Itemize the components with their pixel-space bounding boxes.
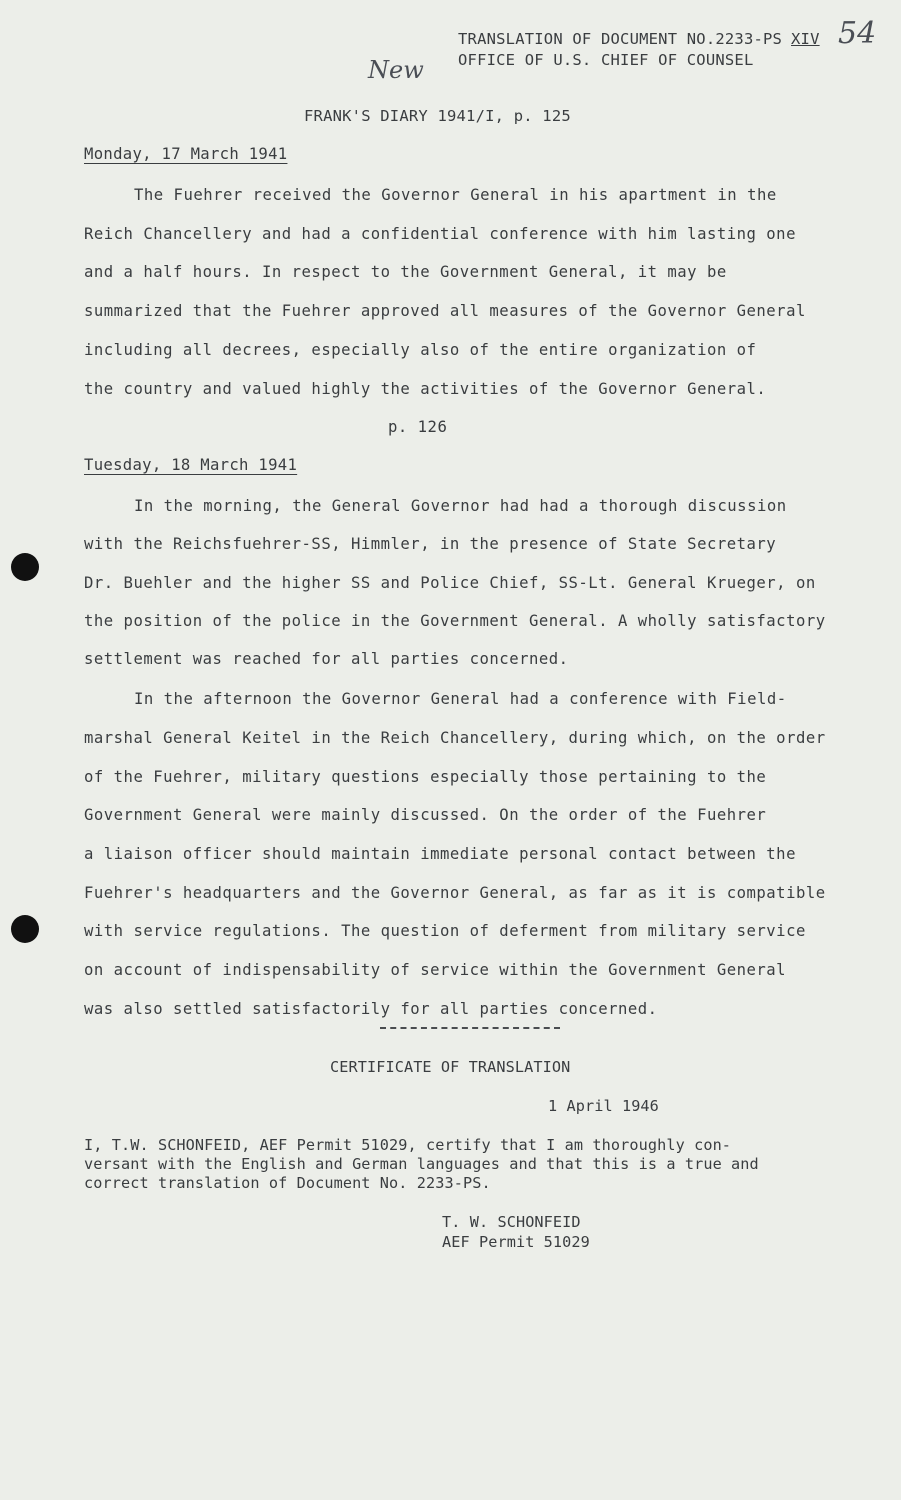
translation-header: TRANSLATION OF DOCUMENT NO.2233-PS bbox=[458, 30, 783, 48]
punch-hole bbox=[11, 915, 39, 943]
office-header: OFFICE OF U.S. CHIEF OF COUNSEL bbox=[458, 51, 754, 69]
body-line: Fuehrer's headquarters and the Governor General, as far as it is compatible bbox=[84, 884, 826, 902]
body-line: with the Reichsfuehrer-SS, Himmler, in the presence of State Secretary bbox=[84, 535, 777, 553]
certificate-line: I, T.W. SCHONFEID, AEF Permit 51029, certify that I am thoroughly con- bbox=[84, 1136, 732, 1154]
body-line: on account of indispensability of service within the Government General bbox=[84, 961, 787, 979]
certificate-line: versant with the English and German languages and that this is a true and bbox=[84, 1155, 759, 1173]
entry-heading-tuesday: Tuesday, 18 March 1941 bbox=[84, 456, 298, 474]
body-line: was also settled satisfactorily for all parties concerned. bbox=[84, 1000, 658, 1018]
punch-hole bbox=[11, 553, 39, 581]
body-line: In the morning, the General Governor had had a thorough discussion bbox=[134, 497, 787, 515]
body-line: marshal General Keitel in the Reich Chancellery, during which, on the order bbox=[84, 729, 826, 747]
document-title: FRANK'S DIARY 1941/I, p. 125 bbox=[304, 107, 571, 125]
body-line: Reich Chancellery and had a confidential conference with him lasting one bbox=[84, 225, 796, 243]
body-line: Dr. Buehler and the higher SS and Police Chief, SS-Lt. General Krueger, on bbox=[84, 574, 816, 592]
body-line: a liaison officer should maintain immediate personal contact between the bbox=[84, 845, 796, 863]
signature-name: T. W. SCHONFEID bbox=[442, 1213, 581, 1231]
body-line: of the Fuehrer, military questions especially those pertaining to the bbox=[84, 768, 767, 786]
body-line: settlement was reached for all parties concerned. bbox=[84, 650, 569, 668]
certificate-date: 1 April 1946 bbox=[548, 1097, 659, 1115]
body-line: the country and valued highly the activities of the Governor General. bbox=[84, 380, 767, 398]
body-line: with service regulations. The question of deferment from military service bbox=[84, 922, 806, 940]
body-line: summarized that the Fuehrer approved all measures of the Governor General bbox=[84, 302, 806, 320]
entry-heading-monday: Monday, 17 March 1941 bbox=[84, 145, 288, 163]
body-line: and a half hours. In respect to the Government General, it may be bbox=[84, 263, 727, 281]
body-line: including all decrees, especially also of the entire organization of bbox=[84, 341, 757, 359]
handwritten-note: New bbox=[368, 56, 424, 84]
handwritten-page-number: 54 bbox=[838, 16, 877, 51]
body-line: Government General were mainly discussed. On the order of the Fuehrer bbox=[84, 806, 767, 824]
body-line: the position of the police in the Government General. A wholly satisfactory bbox=[84, 612, 826, 630]
page-reference: p. 126 bbox=[388, 418, 448, 436]
certificate-title: CERTIFICATE OF TRANSLATION bbox=[330, 1058, 571, 1076]
section-separator bbox=[380, 1027, 560, 1029]
roman-mark: XIV bbox=[791, 30, 820, 48]
signature-permit: AEF Permit 51029 bbox=[442, 1233, 590, 1251]
certificate-line: correct translation of Document No. 2233-PS. bbox=[84, 1174, 491, 1192]
body-line: In the afternoon the Governor General had a conference with Field- bbox=[134, 690, 787, 708]
body-line: The Fuehrer received the Governor General in his apartment in the bbox=[134, 186, 777, 204]
